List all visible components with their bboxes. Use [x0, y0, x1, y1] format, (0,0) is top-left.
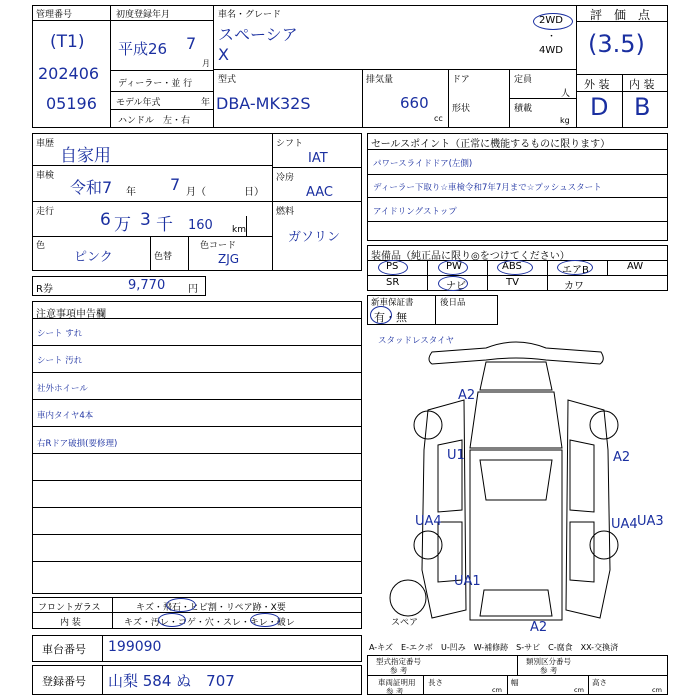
kg-unit: kg	[560, 116, 570, 125]
chip-circle	[166, 598, 196, 612]
fuel-value: ガソリン	[288, 230, 341, 245]
mileage-man: 6	[100, 210, 111, 230]
eval-label: 評 価 点	[590, 8, 651, 22]
length-label: 長さ	[428, 678, 443, 687]
damage-mark-a2-right: A2	[613, 450, 631, 465]
history-label: 車歴	[36, 139, 55, 149]
after-item-label: 後日品	[440, 298, 466, 308]
registration-value: 山梨 584 ぬ 707	[108, 672, 235, 690]
load-label: 積載	[514, 104, 533, 114]
type-cert-ref: 参 考	[390, 666, 408, 675]
inspection-month: 7	[170, 175, 181, 194]
insp-day-unit: 日）	[244, 187, 264, 198]
first-reg-month: 7	[186, 34, 197, 53]
width-unit: cm	[574, 686, 584, 694]
equip-airbag: エアB	[562, 265, 589, 276]
displacement-label: 排気量	[366, 75, 394, 85]
damage-mark-a2-front-left: A2	[458, 388, 476, 403]
spare-label: スペア	[391, 618, 419, 628]
ac-label: 冷房	[276, 173, 295, 183]
first-reg-label: 初度登録年月	[116, 10, 171, 20]
mileage-sen: 3	[140, 210, 151, 230]
dealer-label: ディーラー・並 行	[118, 79, 193, 89]
drive-4wd: 4WD	[539, 45, 563, 56]
year-unit: 年	[201, 98, 211, 108]
sen-unit: 千	[156, 215, 173, 235]
registration-label: 登録番号	[42, 675, 86, 688]
equip-tv: TV	[506, 277, 519, 288]
shift-label: シフト	[276, 139, 304, 149]
sales-point-1: パワースライドドア(左側)	[373, 159, 473, 169]
equip-leather: カワ	[564, 281, 584, 292]
inspection-era: 令和7	[70, 178, 113, 197]
color-code: ZJG	[218, 252, 240, 266]
damage-mark-ua4-left: UA4	[415, 514, 442, 529]
height-unit: cm	[652, 686, 662, 694]
warranty-value: 有・無	[374, 311, 407, 324]
sales-points-label: セールスポイント（正常に機能するものに限ります）	[371, 139, 611, 150]
color-value: ピンク	[74, 250, 113, 265]
month-unit: 月	[202, 59, 210, 68]
chassis-label: 車台番号	[42, 643, 86, 656]
equip-airbag-circle	[557, 260, 593, 275]
type-cert-label: 型式指定番号	[376, 657, 421, 666]
width-label: 幅	[511, 678, 519, 687]
fuel-label: 燃料	[276, 207, 295, 217]
handle-label: ハンドル 左・右	[118, 116, 191, 126]
model-label: 型式	[218, 75, 237, 85]
capacity-label: 定員	[514, 75, 533, 85]
interior-cond-label: 内 装	[60, 618, 81, 628]
equip-abs-circle	[497, 260, 533, 275]
sales-point-2: ディーラー下取り☆車検令和7年7月まで☆プッシュスタート	[373, 183, 602, 193]
interior-cond-value: キズ・汚レ・コゲ・穴・スレ・キレ・破レ	[124, 618, 295, 628]
inspection-label: 車検	[36, 171, 55, 181]
chassis-value: 199090	[108, 639, 162, 655]
shift-value: IAT	[308, 151, 328, 166]
color-code-label: 色コード	[200, 241, 237, 251]
damage-mark-ua4-right: UA4	[611, 517, 638, 532]
shape-label: 形状	[452, 104, 471, 114]
color-label: 色	[36, 241, 46, 251]
r-ticket-value: 9,770	[128, 278, 166, 293]
grade: X	[218, 45, 229, 64]
warranty-label: 新車保証書	[371, 298, 414, 308]
damage-mark-ua3: UA3	[637, 514, 664, 529]
yen-unit: 円	[188, 284, 198, 295]
damage-mark-a2-rear: A2	[530, 620, 548, 635]
equip-navi-circle	[438, 276, 468, 291]
history-value: 自家用	[60, 146, 111, 166]
mgmt-label: 管理番号	[36, 10, 73, 20]
front-glass-value: キズ・飛石・ヒビ割・リペア跡・X要	[136, 603, 286, 613]
model-code: DBA-MK32S	[216, 94, 311, 113]
length-unit: cm	[492, 686, 502, 694]
r-ticket-label: R券	[36, 284, 53, 295]
interior-grade: B	[634, 93, 651, 121]
exterior-grade: D	[590, 93, 609, 121]
note-4: 車内タイヤ4本	[37, 411, 94, 421]
equip-aw: AW	[627, 261, 644, 272]
sales-point-3: アイドリングストップ	[373, 207, 457, 217]
class-ref: 参 考	[540, 666, 558, 675]
equip-sr: SR	[386, 277, 400, 288]
r-ticket-box	[32, 276, 206, 296]
front-glass-label: フロントガラス	[38, 603, 101, 613]
ac-value: AAC	[306, 185, 333, 200]
drive-2wd: 2WD	[539, 15, 563, 26]
equip-abs: ABS	[502, 261, 522, 272]
stain-circle	[158, 613, 186, 627]
mileage-label: 走行	[36, 207, 55, 217]
exterior-label: 外 装	[584, 78, 610, 91]
notes-label: 注意事項申告欄	[36, 309, 106, 320]
cert-label: 車両証明用	[378, 678, 416, 687]
equipment-label: 装備品（純正品に限り◎をつけてください）	[371, 251, 570, 262]
displacement-value: 660	[400, 94, 429, 112]
note-2: シート 汚れ	[37, 356, 83, 366]
mgmt-code: (T1)	[50, 32, 85, 52]
car-diagram	[366, 330, 668, 640]
equip-pw: PW	[446, 261, 462, 272]
class-label: 類別区分番号	[526, 657, 571, 666]
cert-ref: 参 考	[386, 687, 404, 696]
man-unit: 万	[114, 215, 131, 235]
insp-year-unit: 年	[126, 187, 136, 198]
first-reg-era: 平成26	[118, 40, 168, 58]
note-3: 社外ホイール	[37, 384, 88, 394]
color-change-label: 色替	[154, 252, 173, 262]
note-5: 右Rドア破損(要修理)	[37, 439, 118, 449]
damage-mark-u1: U1	[447, 448, 465, 463]
name-label: 車名・グレード	[218, 10, 282, 20]
damage-mark-ua1: UA1	[454, 574, 481, 589]
door-label: ドア	[452, 75, 470, 85]
mgmt-number-1: 202406	[38, 64, 100, 83]
interior-label: 内 装	[629, 78, 655, 91]
cc-unit: cc	[434, 114, 443, 123]
equip-pw-circle	[438, 260, 468, 275]
mileage-rest: 160	[188, 218, 213, 233]
warranty-yes-circle	[370, 306, 392, 324]
height-label: 高さ	[592, 678, 607, 687]
insp-month-unit: 月（	[186, 187, 206, 198]
drive-dot: ・	[547, 32, 557, 42]
km-unit: km	[232, 225, 246, 235]
model-year-label: モデル年式	[116, 98, 161, 108]
diagram-note: スタッドレスタイヤ	[378, 336, 455, 346]
equip-ps: PS	[386, 261, 399, 272]
damage-legend: A-キズ E-エクボ U-凹み W-補修跡 S-サビ C-腐食 XX-交換済	[369, 643, 619, 652]
equip-navi: ナビ	[446, 281, 466, 292]
note-1: シート すれ	[37, 329, 83, 339]
equip-ps-circle	[378, 260, 408, 275]
car-name: スペーシア	[218, 25, 298, 44]
person-unit: 人	[561, 89, 571, 99]
scuff-circle	[250, 613, 280, 627]
mgmt-number-2: 05196	[46, 94, 97, 113]
eval-score: (3.5)	[588, 30, 645, 58]
